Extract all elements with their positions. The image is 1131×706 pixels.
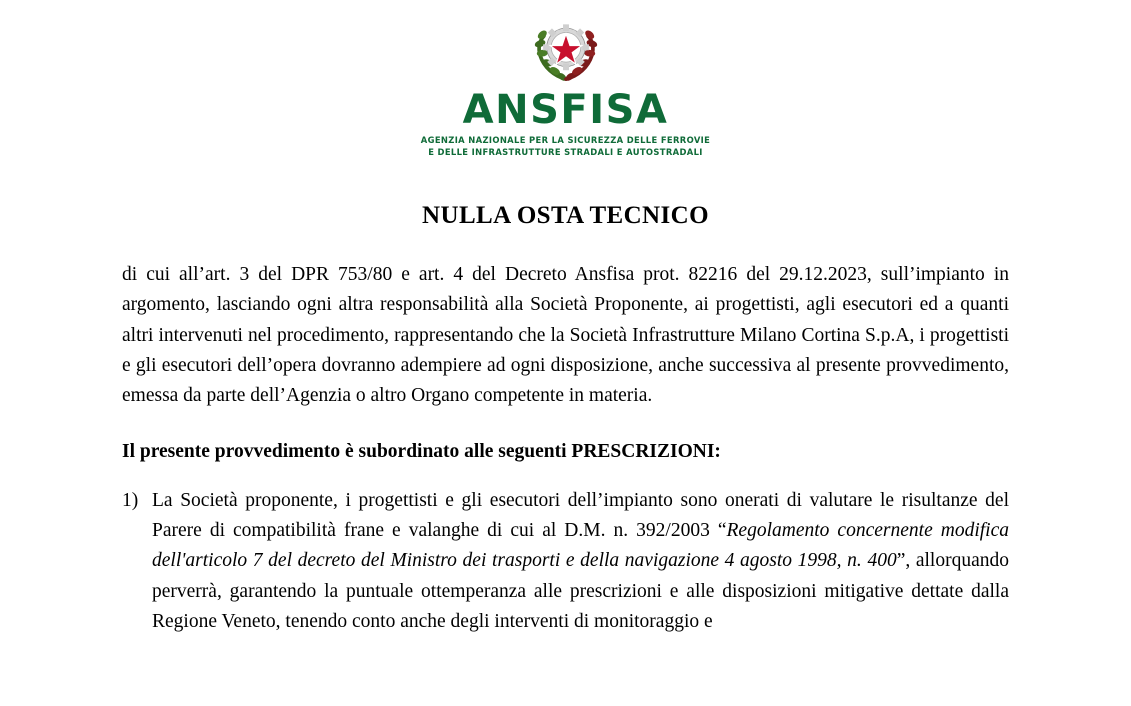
list-item-text-italic: Regolamento concernente modifica dell'articolo 7 del decreto del Ministro dei trasporti e della navigazione 4 agosto 1998, n. 400 [152, 520, 1009, 572]
logo-subtitle-line-2: E DELLE INFRASTRUTTURE STRADALI E AUTOSTRADALI [428, 146, 703, 157]
list-item-text-part1: La Società proponente, i progettisti e gli esecutori dell’impianto sono onerati di valutare le risultanze del Parere di compatibilità frane e valanghe di cui al D.M. n. 392/2003 “ [152, 490, 1009, 542]
logo-subtitle [421, 135, 710, 158]
page-title: NULLA OSTA TECNICO [422, 202, 709, 230]
list-item-text-part2: ”, allorquando perverrà, garantendo la puntuale ottemperanza alle prescrizioni e alle disposizioni mitigative dettate dalla Regione Veneto, tenendo conto anche degli interventi di monitoraggio e [152, 550, 1010, 632]
intro-paragraph: di cui all’art. 3 del DPR 753/80 e art. 4 del Decreto Ansfisa prot. 82216 del 29.12.2023, sull’impianto in argomento, lasciando ogni altra responsabilità alla Società Proponente, ai progettisti, agli esecutori ed a quanti altri intervenuti nel procedimento, rappresentando che la Società Infrastrutture Milano Cortina S.p.A, i progettisti e gli esecutori dell’opera dovranno adempiere ad ogni disposizione, anche successiva al presente provvedimento, emessa da parte dell’Agenzia o altro Organo competente in materia. [122, 264, 1009, 407]
logo-subtitle-line-1: AGENZIA NAZIONALE PER LA SICUREZZA DELLE FERROVIE [420, 135, 711, 145]
logo-wordmark: ANSFISA [462, 87, 669, 133]
prescriptions-heading: Il presente provvedimento è subordinato alle seguenti PRESCRIZIONI: [122, 441, 721, 463]
list-item-marker: 1) [122, 490, 139, 512]
list-item-text [152, 486, 1009, 637]
list-item [122, 486, 1009, 637]
prescriptions-list [122, 486, 1009, 637]
agency-logo [122, 0, 1009, 158]
italian-republic-emblem-icon [529, 14, 603, 88]
